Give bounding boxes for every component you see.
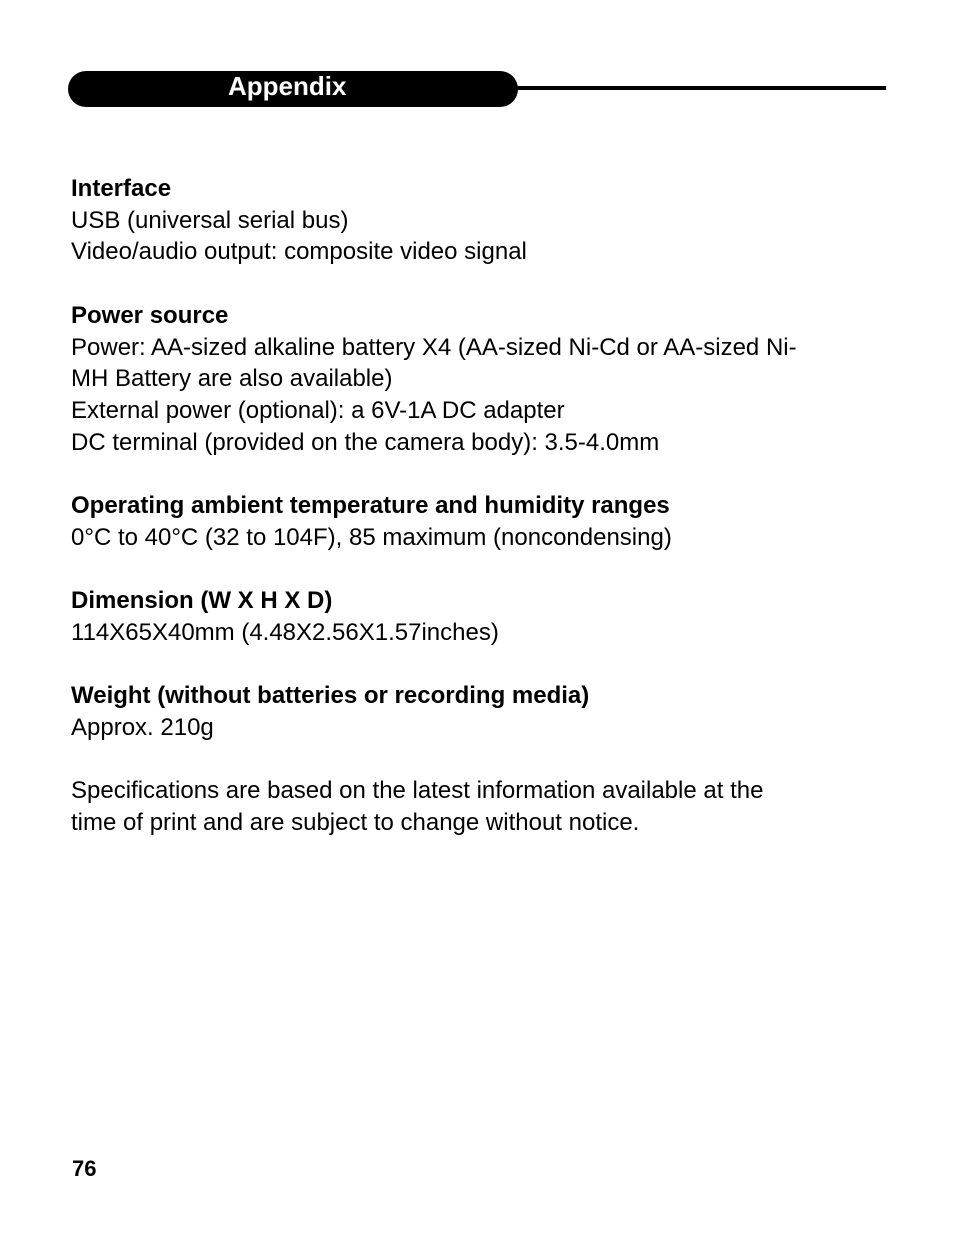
section-heading: Dimension (W X H X D) (71, 587, 333, 615)
spec-line: MH Battery are also available) (71, 365, 393, 393)
spec-section-temperature (71, 490, 891, 553)
spec-section-weight (71, 680, 891, 743)
spec-line: USB (universal serial bus) (71, 206, 349, 234)
section-heading: Operating ambient temperature and humidity ranges (71, 492, 670, 519)
spec-line: Approx. 210g (71, 713, 214, 741)
spec-content (71, 173, 891, 839)
page-title: Appendix (228, 71, 347, 101)
spec-section-power-source (71, 300, 891, 459)
section-heading: Power source (71, 301, 229, 329)
section-heading: Interface (71, 175, 172, 202)
notice-line: time of print and are subject to change without notice. (71, 808, 640, 836)
spec-line: 0°C to 40°C (32 to 104F), 85 maximum (noncondensing) (71, 523, 672, 551)
section-heading: Weight (without batteries or recording media) (71, 682, 590, 710)
spec-line: DC terminal (provided on the camera body): 3.5-4.0mm (71, 428, 660, 456)
spec-line: Power: AA-sized alkaline battery X4 (AA-sized Ni-Cd or AA-sized Ni- (71, 333, 797, 361)
specification-notice (71, 775, 891, 838)
spec-line: 114X65X40mm (4.48X2.56X1.57inches) (71, 618, 499, 646)
header-rule (500, 86, 886, 90)
spec-line: External power (optional): a 6V-1A DC adapter (71, 396, 565, 424)
spec-section-interface (71, 173, 891, 268)
spec-line: Video/audio output: composite video signal (71, 238, 527, 266)
section-header-pill (68, 71, 518, 107)
page-number: 76 (72, 1156, 97, 1181)
notice-line: Specifications are based on the latest information available at the (71, 777, 764, 805)
spec-section-dimension (71, 585, 891, 648)
